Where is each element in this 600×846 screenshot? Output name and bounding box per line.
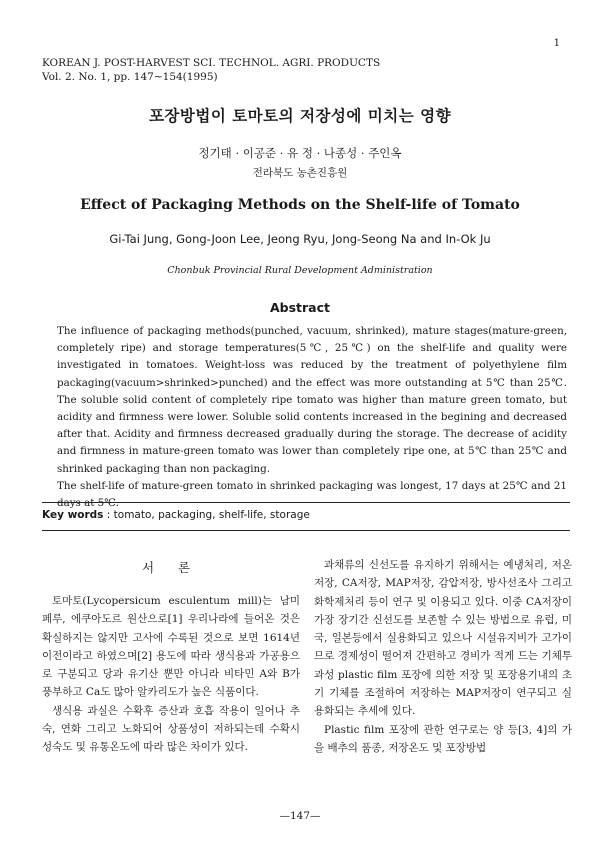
- page-footer-number: —147—: [279, 810, 321, 822]
- keywords-label: Key words: [42, 509, 104, 521]
- english-authors: Gi-Tai Jung, Gong-Joon Lee, Jeong Ryu, Jong-Seong Na and In-Ok Ju: [109, 232, 491, 246]
- body-paragraph: Plastic film 포장에 관한 연구로는 양 등[3, 4]의 가을 배추의 품종, 저장온도 및 포장방법: [314, 723, 572, 754]
- korean-institution: 전라북도 농촌진흥원: [252, 167, 348, 179]
- english-affiliation: Chonbuk Provincial Rural Development Administration: [167, 265, 433, 276]
- page-number: 1: [553, 38, 560, 49]
- section-title: 서 론: [141, 560, 201, 575]
- keywords-text: : tomato, packaging, shelf-life, storage: [103, 509, 310, 521]
- abstract-body: [57, 323, 567, 512]
- journal-volume: Vol. 2. No. 1, pp. 147∼154(1995): [42, 71, 218, 83]
- abstract-paragraph: The shelf-life of mature-green tomato in shrinked packaging was longest, 17 days at 25℃ and 21 days at 5℃.: [57, 479, 567, 510]
- keywords-bottom-rule: [42, 530, 570, 531]
- journal-header: [42, 56, 380, 84]
- english-title: Effect of Packaging Methods on the Shelf-life of Tomato: [80, 197, 520, 213]
- abstract-heading: Abstract: [269, 300, 331, 315]
- body-paragraph: 생식용 과실은 수확후 증산과 호흡 작용이 일어나 추숙, 연화 그리고 노화되어 상품성이 저하되는데 수확시 성숙도 및 유통온도에 따라 많은 차이가 있다.: [42, 704, 300, 754]
- keywords-top-rule: [42, 502, 570, 503]
- journal-name: KOREAN J. POST-HARVEST SCI. TECHNOL. AGRI. PRODUCTS: [42, 57, 381, 69]
- left-column: [42, 592, 300, 757]
- keywords: [42, 509, 310, 521]
- right-column: [314, 556, 572, 757]
- abstract-paragraph: The influence of packaging methods(punched, vacuum, shrinked), mature stages(mature-green, completely ripe) and storage temperatures(5℃, 25℃) on the shelf-life and quality were investigated in tomatoes. Weight-loss was reduced by the treatment of polyethylene film packaging(vacuum>shrinked>punched) and the effect was more outstanding at 5℃ than 25℃. The soluble solid content of completely ripe tomato was higher than mature green tomato, but acidity and firmness were lower. Soluble solid contents increased in the begining and decreased after that. Acidity and firmness decreased gradually during the storage. The decrease of acidity and firmness in mature-green tomato was lower than completely ripe one, at 5℃ than 25℃ and shrinked packaging than non packaging.: [57, 325, 567, 475]
- korean-title: 포장방법이 토마토의 저장성에 미치는 영향: [148, 106, 452, 125]
- body-paragraph: 토마토(Lycopersicum esculentum mill)는 남미 페루, 에쿠아도르 원산으로[1] 우리나라에 들어온 것은 확실하지는 않지만 고사에 수록된 것으로 보면 1614년 이전이라고 하였으며[2] 용도에 따라 생식용과 가공용으로 구분되고 당과 유기산 뿐만 아니라 비타민 A와 B가 풍부하고 Ca도 많아 알카리도가 높은 식품이다.: [42, 595, 300, 699]
- body-paragraph: 과채류의 신선도를 유지하기 위해서는 예냉처리, 저온저장, CA저장, MAP저장, 감압저장, 방사선조사 그리고 화학제처리 등이 연구 및 이용되고 있다. 이중 CA저장이 가장 장기간 신선도를 보존할 수 있는 방법으로 유럽, 미국, 일본등에서 실용화되고 있으나 시설유지비가 고가이므로 경제성이 떨어져 간편하고 경비가 적게 드는 기체투과성 plastic film 포장에 의한 저장 및 포장용기내의 초기 기체를 조절하여 저장하는 MAP저장이 연구되고 실용화되는 추세에 있다.: [314, 559, 572, 718]
- korean-authors: 정기태 · 이공준 · 유 정 · 나종성 · 주인옥: [198, 146, 402, 160]
